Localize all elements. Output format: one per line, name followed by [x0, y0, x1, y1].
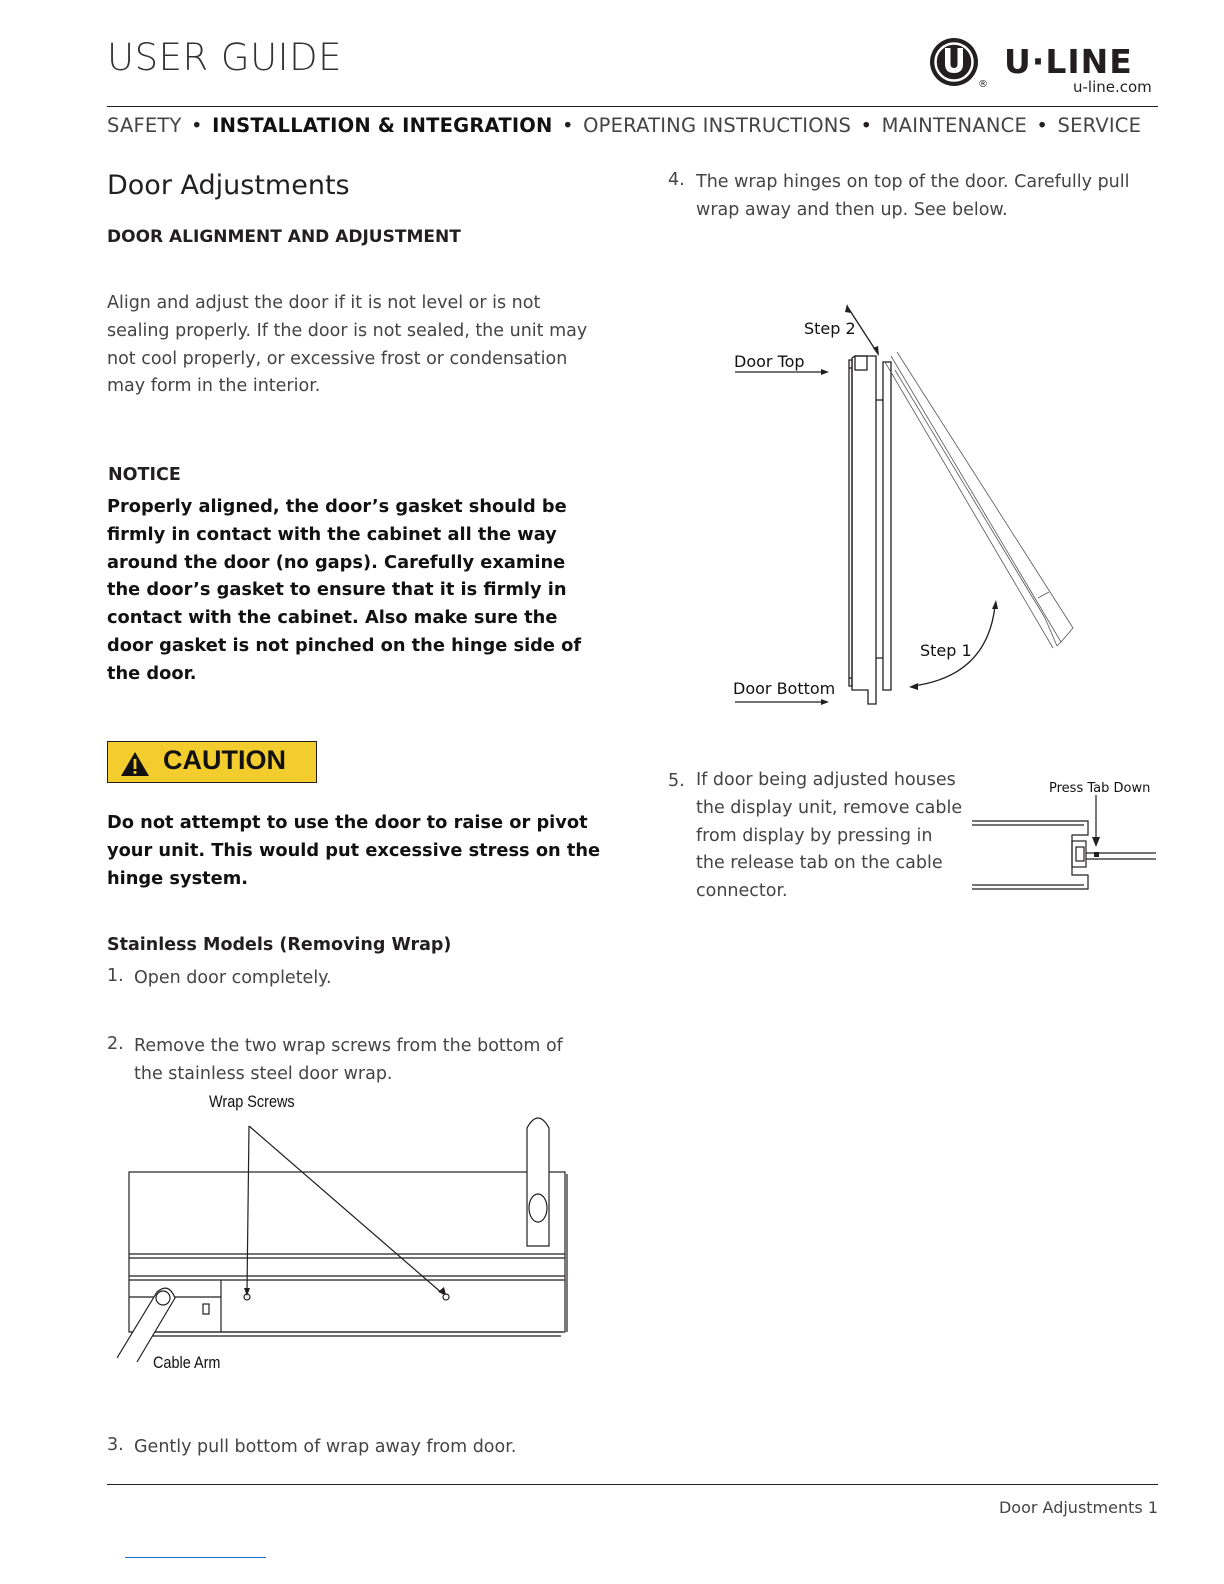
alignment-heading: DOOR ALIGNMENT AND ADJUSTMENT [107, 227, 461, 247]
step1-label: Step 1 [920, 641, 972, 660]
header-divider [107, 106, 1158, 107]
step-text: Gently pull bottom of wrap away from door. [134, 1437, 517, 1457]
stainless-heading: Stainless Models (Removing Wrap) [107, 935, 452, 955]
cable-connector-diagram [968, 795, 1160, 895]
step-text: Open door completely. [134, 968, 332, 988]
wrap-screws-label: Wrap Screws [209, 1092, 295, 1111]
step-number: 1. [107, 966, 124, 986]
notice-title: NOTICE [108, 465, 181, 485]
nav-separator: • [191, 114, 203, 137]
caution-badge [107, 741, 317, 783]
nav-item-safety[interactable]: SAFETY [107, 114, 182, 137]
alignment-paragraph: Align and adjust the door if it is not level or is not sealing properly. If the door is not sealed, the unit may not cool properly, or excessive frost or condensation may form in the interior. [107, 293, 588, 397]
step-number: 3. [107, 1435, 124, 1455]
nav-item-maintenance[interactable]: MAINTENANCE [881, 114, 1028, 137]
link-underline [125, 1557, 266, 1558]
section-title: Door Adjustments [107, 170, 350, 201]
step2-label: Step 2 [804, 319, 856, 338]
warning-icon [120, 751, 150, 777]
step-number: 2. [107, 1034, 124, 1054]
nav-item-service[interactable]: SERVICE [1057, 114, 1142, 137]
brand-wordmark: U·LINE [1004, 42, 1133, 81]
notice-paragraph: Properly aligned, the door’s gasket should be firmly in contact with the cabinet all the way around the door (no gaps). Carefully examine the door’s gasket to ensure that it is firmly in contact with the cabinet. Also make sure the door gasket is not pinched on the hinge side of the door. [107, 496, 582, 684]
nav-separator: • [561, 114, 574, 137]
caution-paragraph: Do not attempt to use the door to raise or pivot your unit. This would put excessive stress on the hinge system. [107, 812, 601, 889]
page-footer: Door Adjustments 1 [998, 1498, 1158, 1517]
footer-divider [107, 1484, 1158, 1485]
nav-item-installation-integration[interactable]: INSTALLATION & INTEGRATION [212, 114, 553, 137]
nav-separator: • [1036, 114, 1049, 137]
door-bottom-label: Door Bottom [733, 679, 836, 698]
step-text: Remove the two wrap screws from the bottom of the stainless steel door wrap. [134, 1036, 563, 1084]
step-text: The wrap hinges on top of the door. Carefully pull wrap away and then up. See below. [696, 172, 1130, 220]
nav-item-operating-instructions[interactable]: OPERATING INSTRUCTIONS [583, 114, 852, 137]
step-number: 4. [668, 170, 685, 190]
press-tab-down-label: Press Tab Down [1049, 781, 1151, 796]
wrap-screws-diagram [107, 1090, 587, 1385]
step-number: 5. [668, 771, 685, 791]
section-nav [107, 114, 1141, 137]
door-top-label: Door Top [734, 352, 805, 371]
guide-title: USER GUIDE [107, 36, 342, 79]
caution-label: CAUTION [163, 745, 286, 775]
registered-mark: ® [978, 79, 988, 90]
brand-url[interactable]: u-line.com [1073, 78, 1152, 96]
cable-arm-label: Cable Arm [153, 1353, 221, 1372]
step-text: If door being adjusted houses the display unit, remove cable from display by pressing in the release tab on the cable connector. [696, 770, 963, 902]
nav-separator: • [860, 114, 873, 137]
